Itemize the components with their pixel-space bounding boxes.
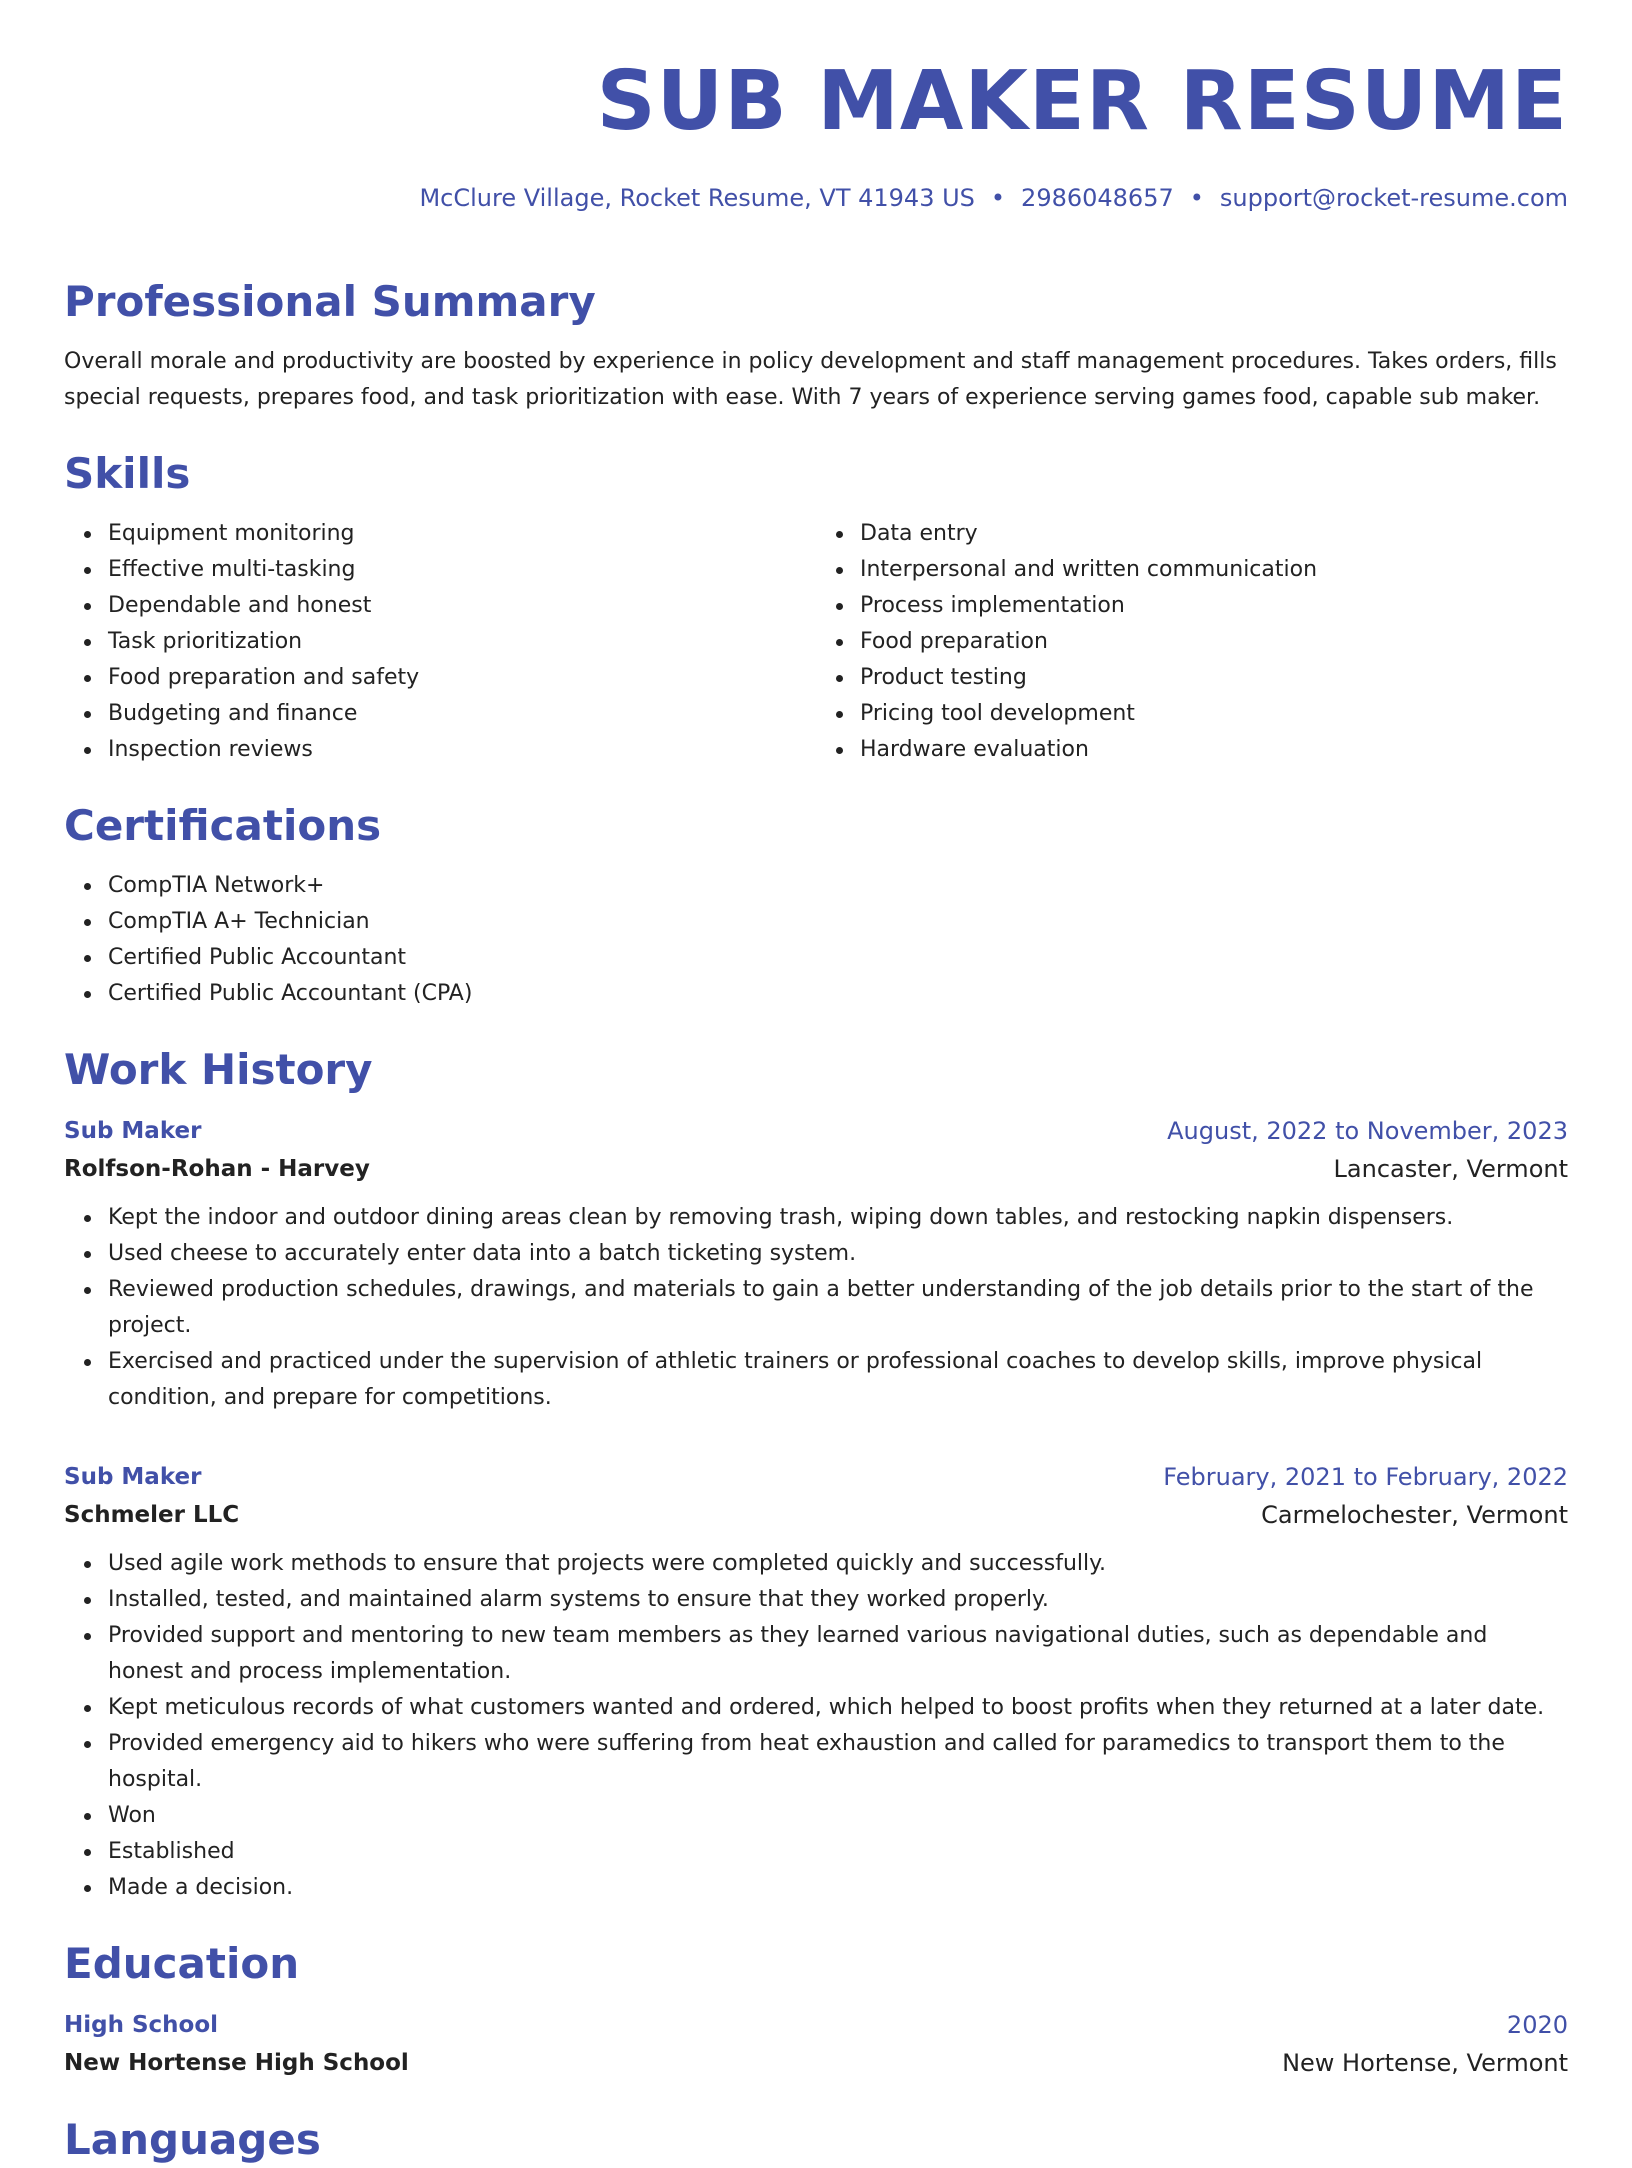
- job-bullet: Exercised and practiced under the supervision of athletic trainers or professional coaches to develop skills, improve physical condition, and prepare for competitions.: [108, 1344, 1568, 1416]
- section-title-languages: Languages: [64, 2115, 321, 2164]
- section-title-certifications: Certifications: [64, 801, 382, 850]
- skill-item: Inspection reviews: [108, 732, 816, 768]
- education-header-row: [64, 2006, 1568, 2044]
- job-bullet: Provided support and mentoring to new team members as they learned various navigational duties, such as dependable and honest and process implementation.: [108, 1618, 1568, 1690]
- job-bullet: Installed, tested, and maintained alarm systems to ensure that they worked properly.: [108, 1582, 1568, 1618]
- job-bullet: Provided emergency aid to hikers who were suffering from heat exhaustion and called for paramedics to transport them to the hospital.: [108, 1726, 1568, 1798]
- skill-item: Pricing tool development: [860, 696, 1568, 732]
- skills-list-right: [816, 516, 1568, 768]
- job-company-row: [64, 1496, 1568, 1534]
- resume-name: SUB MAKER RESUME: [596, 54, 1568, 149]
- job-company-row: [64, 1150, 1568, 1188]
- job-bullet: Established: [108, 1834, 1568, 1870]
- job-role: Sub Maker: [64, 1464, 202, 1490]
- education-degree: High School: [64, 2012, 219, 2038]
- section-title-education: Education: [64, 1939, 300, 1988]
- skill-item: Effective multi-tasking: [108, 552, 816, 588]
- certification-item: CompTIA Network+: [108, 868, 1568, 904]
- job-role: Sub Maker: [64, 1118, 202, 1144]
- job-bullet: Made a decision.: [108, 1870, 1568, 1906]
- job-bullet: Used agile work methods to ensure that projects were completed quickly and successfully.: [108, 1546, 1568, 1582]
- job-company: Schmeler LLC: [64, 1502, 240, 1528]
- job-bullet: Kept the indoor and outdoor dining areas clean by removing trash, wiping down tables, and restocking napkin dispensers.: [108, 1200, 1568, 1236]
- certification-item: Certified Public Accountant (CPA): [108, 976, 1568, 1012]
- resume-header: [64, 0, 1568, 214]
- skills-columns: [64, 516, 1568, 768]
- job-bullets: [64, 1546, 1568, 1906]
- job-bullets: [64, 1200, 1568, 1416]
- skill-item: Equipment monitoring: [108, 516, 816, 552]
- job-bullet: Used cheese to accurately enter data into a batch ticketing system.: [108, 1236, 1568, 1272]
- education-school: New Hortense High School: [64, 2050, 409, 2076]
- skill-item: Task prioritization: [108, 624, 816, 660]
- contact-separator: •: [990, 184, 1006, 212]
- skill-item: Food preparation: [860, 624, 1568, 660]
- job-bullet: Won: [108, 1798, 1568, 1834]
- education-school-row: [64, 2044, 1568, 2082]
- skill-item: Hardware evaluation: [860, 732, 1568, 768]
- job-location: Carmelochester, Vermont: [1261, 1501, 1568, 1529]
- skill-item: Data entry: [860, 516, 1568, 552]
- skill-item: Product testing: [860, 660, 1568, 696]
- skill-item: Budgeting and finance: [108, 696, 816, 732]
- job-header-row: [64, 1112, 1568, 1150]
- education-entry: [64, 2006, 1568, 2082]
- contact-line: [64, 182, 1568, 214]
- certification-item: Certified Public Accountant: [108, 940, 1568, 976]
- contact-email[interactable]: support@rocket-resume.com: [1219, 184, 1568, 212]
- education-location: New Hortense, Vermont: [1282, 2049, 1568, 2077]
- section-title-summary: Professional Summary: [64, 277, 596, 326]
- job-location: Lancaster, Vermont: [1333, 1155, 1568, 1183]
- certifications-list: [64, 868, 1568, 1012]
- contact-separator: •: [1189, 184, 1204, 212]
- contact-phone: 2986048657: [1021, 184, 1174, 212]
- skill-item: Interpersonal and written communication: [860, 552, 1568, 588]
- job-bullet: Kept meticulous records of what customers wanted and ordered, which helped to boost profits when they returned at a later date.: [108, 1690, 1568, 1726]
- job-header-row: [64, 1458, 1568, 1496]
- section-title-skills: Skills: [64, 449, 191, 498]
- skill-item: Process implementation: [860, 588, 1568, 624]
- job-dates: February, 2021 to February, 2022: [1163, 1463, 1568, 1491]
- skills-list-left: [64, 516, 816, 768]
- job-company: Rolfson-Rohan - Harvey: [64, 1156, 370, 1182]
- job-bullet: Reviewed production schedules, drawings, and materials to gain a better understanding of the job details prior to the start of the project.: [108, 1272, 1568, 1344]
- job-entry: [64, 1112, 1568, 1416]
- job-entry: [64, 1458, 1568, 1906]
- contact-address: McClure Village, Rocket Resume, VT 41943 US: [419, 184, 975, 212]
- skill-item: Food preparation and safety: [108, 660, 816, 696]
- summary-text: Overall morale and productivity are boosted by experience in policy development and staff management procedures. Takes orders, fills special requests, prepares food, and task prioritization with ease. With 7 years of experience serving games food, capable sub maker.: [64, 349, 1557, 410]
- section-title-work-history: Work History: [64, 1045, 373, 1094]
- education-year: 2020: [1506, 2011, 1568, 2039]
- job-dates: August, 2022 to November, 2023: [1167, 1117, 1568, 1145]
- skill-item: Dependable and honest: [108, 588, 816, 624]
- certification-item: CompTIA A+ Technician: [108, 904, 1568, 940]
